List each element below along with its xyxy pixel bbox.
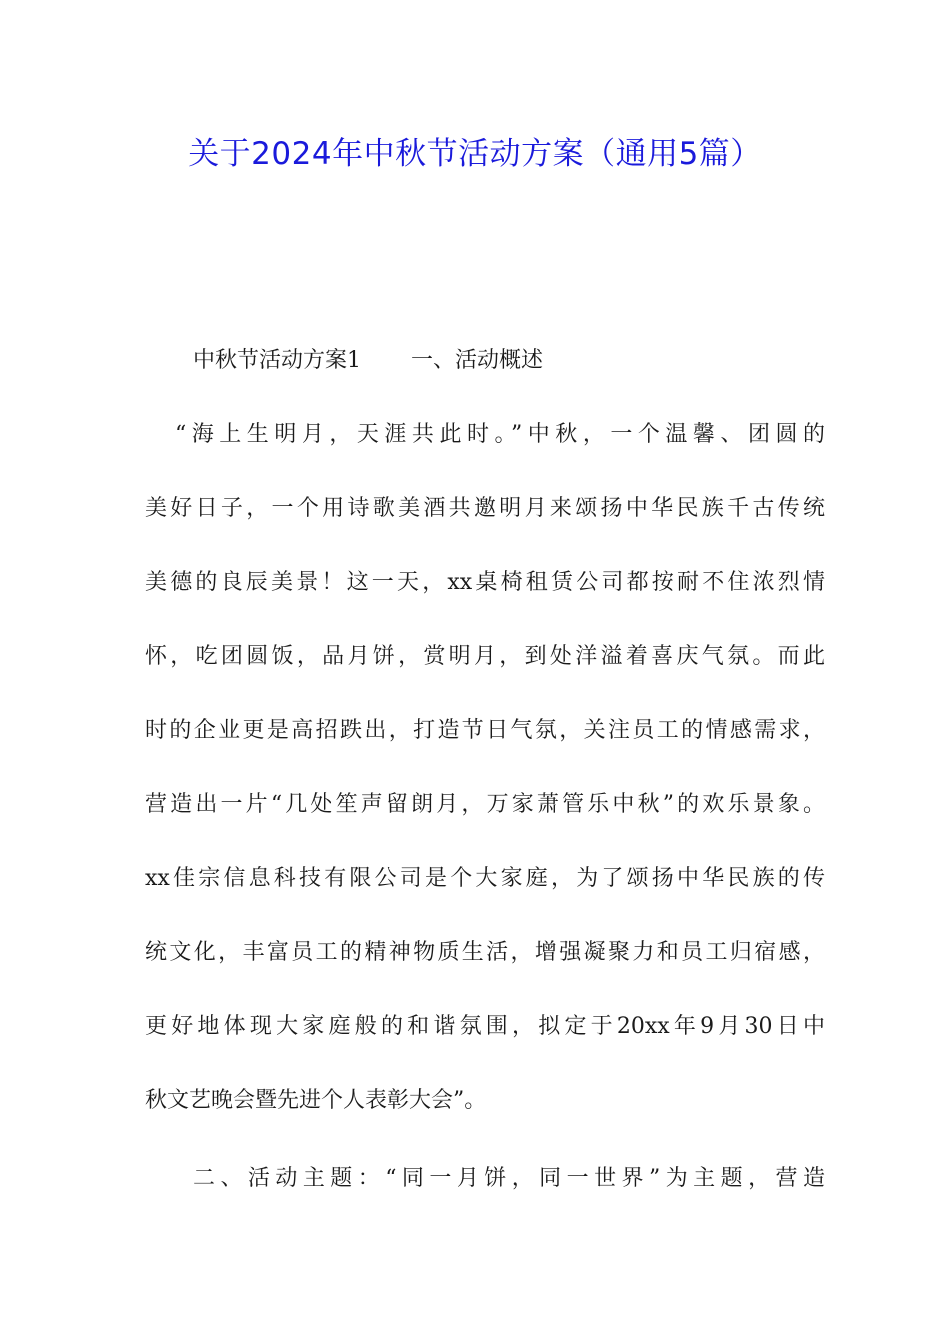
- document-body: [145, 0, 825, 1344]
- paragraph-line: 营造出一片“几处笙声留朗月，万家萧管乐中秋”的欢乐景象。: [145, 792, 825, 817]
- document-title: 关于2024年中秋节活动方案（通用5篇）: [188, 136, 762, 172]
- paragraph-line: 秋文艺晚会暨先进个人表彰大会”。: [145, 1088, 487, 1113]
- paragraph-line: xx佳宗信息科技有限公司是个大家庭，为了颂扬中华民族的传: [145, 866, 825, 891]
- section-heading-subtitle: 一、活动概述: [411, 348, 544, 373]
- paragraph-line: 时的企业更是高招跌出，打造节日气氛，关注员工的情感需求，: [145, 718, 825, 743]
- paragraph-line: 美好日子，一个用诗歌美酒共邀明月来颂扬中华民族千古传统: [145, 496, 825, 521]
- paragraph-line: 美德的良辰美景！这一天，xx桌椅租赁公司都按耐不住浓烈情: [145, 570, 825, 595]
- paragraph-line: 怀，吃团圆饭，品月饼，赏明月，到处洋溢着喜庆气氛。而此: [145, 644, 825, 669]
- paragraph-line: “海上生明月，天涯共此时。”中秋，一个温馨、团圆的: [175, 422, 825, 447]
- section-heading: [193, 346, 543, 376]
- paragraph-line: 统文化，丰富员工的精神物质生活，增强凝聚力和员工归宿感，: [145, 940, 825, 965]
- paragraph-line: 更好地体现大家庭般的和谐氛围，拟定于20xx年9月30日中: [145, 1014, 825, 1039]
- section-heading-title: 中秋节活动方案1: [193, 348, 361, 373]
- paragraph-line: 二、活动主题：“同一月饼，同一世界”为主题，营造: [193, 1166, 825, 1191]
